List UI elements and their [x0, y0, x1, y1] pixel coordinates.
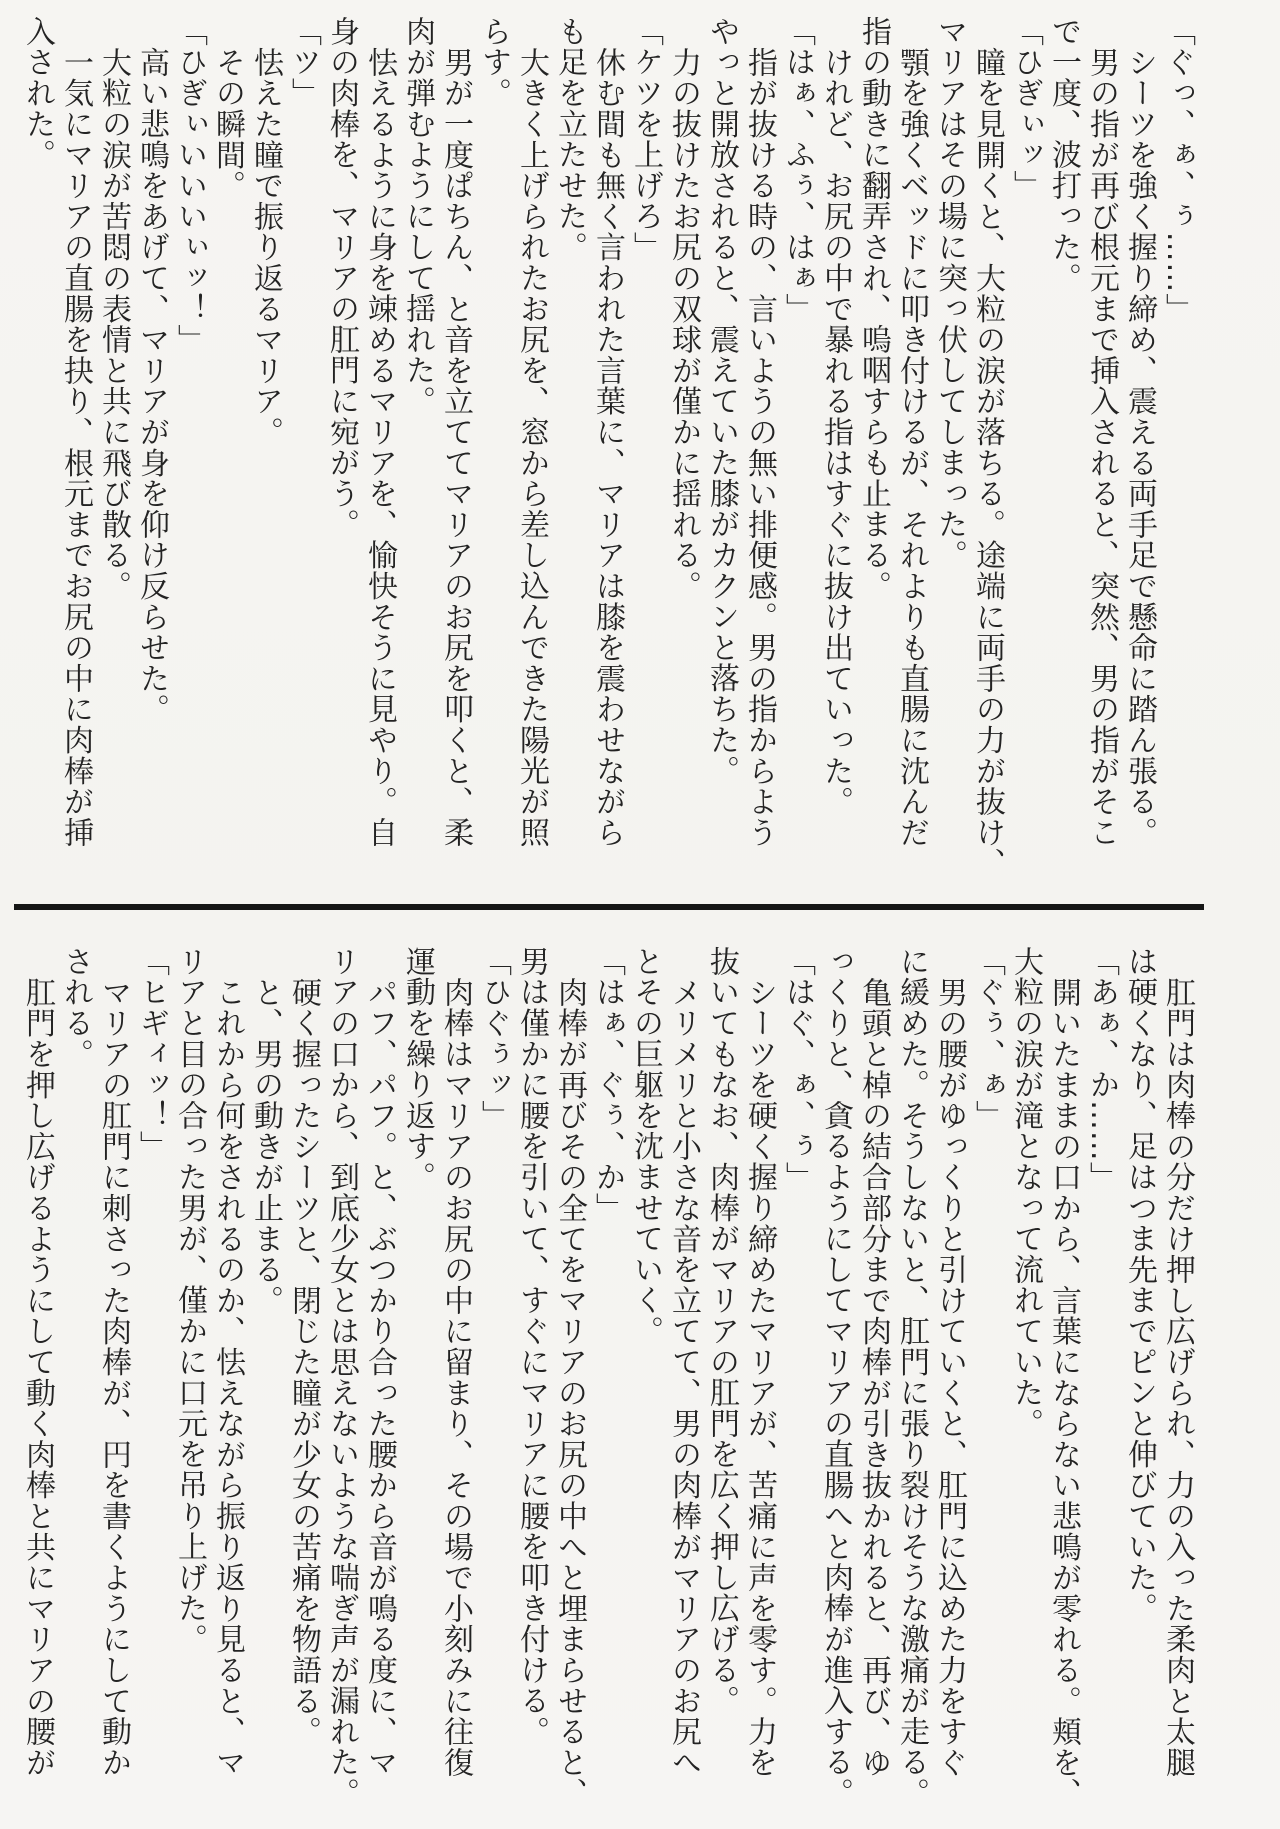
text-column: 大きく上げられたお尻を、窓から差し込んできた陽光が照 [514, 47, 549, 848]
text-column: パフ、パフ。と、ぶつかり合った腰から音が鳴る度に、マ [362, 977, 397, 1778]
text-column: やっと開放されると、震えていた膝がカクンと落ちた。 [704, 16, 739, 786]
text-column: 運動を繰り返す。 [400, 946, 435, 1193]
text-column: 「ツ」 [286, 16, 321, 109]
text-column: リアの口から、到底少女とは思えないような喘ぎ声が漏れた。 [324, 946, 359, 1809]
text-column: 指が抜ける時の、言いようの無い排便感。男の指からよう [742, 47, 777, 848]
text-column: 「ヒギィッ！」 [134, 946, 169, 1162]
text-column: で一度、波打った。 [1046, 16, 1081, 294]
text-column: 開いたままの口から、言葉にならない悲鳴が零れる。頬を、 [1046, 977, 1081, 1809]
text-column: 肉が弾むようにして揺れた。 [400, 16, 435, 417]
text-column: 「ぐっ、ぁ、ぅ……」 [1160, 16, 1195, 324]
text-column: される。 [58, 946, 93, 1070]
bottom-text-block [18, 946, 1196, 1829]
text-column: 「はぐ、ぁ、ぅ」 [780, 946, 815, 1193]
text-column: 大粒の涙が滝となって流れていた。 [1008, 946, 1043, 1439]
text-column: その瞬間。 [210, 47, 245, 201]
section-divider [14, 904, 1204, 910]
text-column: 「ひぎぃッ」 [1008, 16, 1043, 201]
text-column: に緩めた。そうしないと、肛門に張り裂けそうな激痛が走る。 [894, 946, 929, 1809]
text-column: リアと目の合った男が、僅かに口元を吊り上げた。 [172, 946, 207, 1655]
text-column: っくりと、貪るようにしてマリアの直腸へと肉棒が進入する。 [818, 946, 853, 1809]
text-column: 入された。 [20, 16, 55, 170]
text-column: 一気にマリアの直腸を抉り、根元までお尻の中に肉棒が挿 [58, 47, 93, 848]
text-column: 「はぁ、ふぅ、はぁ」 [780, 16, 815, 324]
text-column: 「あぁ、か……」 [1084, 946, 1119, 1193]
text-column: けれど、お尻の中で暴れる指はすぐに抜け出ていった。 [818, 47, 853, 817]
text-column: 「はぁ、ぐぅ、か」 [590, 946, 625, 1224]
text-column: 肛門を押し広げるようにして動く肉棒と共にマリアの腰が [20, 977, 55, 1778]
text-column: 怯えるように身を竦めるマリアを、愉快そうに見やり。自 [362, 47, 397, 848]
text-column: 男の腰がゆっくりと引けていくと、肛門に込めた力をすぐ [932, 977, 967, 1778]
top-text-block [18, 16, 1196, 878]
text-column: マリアはその場に突っ伏してしまった。 [932, 16, 967, 571]
text-column: 「ひぐぅッ」 [476, 946, 511, 1131]
text-column: 瞳を見開くと、大粒の涙が落ちる。途端に両手の力が抜け、 [970, 47, 1005, 879]
text-column: 顎を強くベッドに叩き付けるが、それよりも直腸に沈んだ [894, 47, 929, 848]
text-column: 抜いてもなお、肉棒がマリアの肛門を広く押し広げる。 [704, 946, 739, 1716]
text-column: 肛門は肉棒の分だけ押し広げられ、力の入った柔肉と太腿 [1160, 977, 1195, 1778]
text-column: 肉棒はマリアのお尻の中に留まり、その場で小刻みに往復 [438, 977, 473, 1778]
text-column: メリメリと小さな音を立てて、男の肉棒がマリアのお尻へ [666, 977, 701, 1778]
text-column: 肉棒が再びその全てをマリアのお尻の中へと埋まらせると、 [552, 977, 587, 1809]
text-column: 硬く握ったシーツと、閉じた瞳が少女の苦痛を物語る。 [286, 977, 321, 1747]
text-column: らす。 [476, 16, 511, 109]
text-column: これから何をされるのか、怯えながら振り返り見ると、マ [210, 977, 245, 1778]
text-column: 男の指が再び根元まで挿入されると、突然、男の指がそこ [1084, 47, 1119, 848]
text-column: 高い悲鳴をあげて、マリアが身を仰け反らせた。 [134, 47, 169, 725]
text-column: も足を立たせた。 [552, 16, 587, 263]
text-column: 大粒の涙が苦悶の表情と共に飛び散る。 [96, 47, 131, 602]
text-column: と、男の動きが止まる。 [248, 977, 283, 1316]
text-column: 「ケツを上げろ」 [628, 16, 663, 263]
text-column: は硬くなり、足はつま先までピンと伸びていた。 [1122, 946, 1157, 1624]
text-column: とその巨躯を沈ませていく。 [628, 946, 663, 1347]
text-column: シーツを硬く握り締めたマリアが、苦痛に声を零す。力を [742, 977, 777, 1778]
text-column: 男は僅かに腰を引いて、すぐにマリアに腰を叩き付ける。 [514, 946, 549, 1747]
text-column: 身の肉棒を、マリアの肛門に宛がう。 [324, 16, 359, 540]
text-column: マリアの肛門に刺さった肉棒が、円を書くようにして動か [96, 977, 131, 1778]
text-column: 力の抜けたお尻の双球が僅かに揺れる。 [666, 47, 701, 602]
text-column: 「ひぎぃいいいぃッ！」 [172, 16, 207, 355]
text-column: 休む間も無く言われた言葉に、マリアは膝を震わせながら [590, 47, 625, 848]
text-column: 怯えた瞳で振り返るマリア。 [248, 47, 283, 448]
text-column: 男が一度ぱちん、と音を立ててマリアのお尻を叩くと、柔 [438, 47, 473, 848]
text-column: シーツを強く握り締め、震える両手足で懸命に踏ん張る。 [1122, 47, 1157, 848]
text-column: 亀頭と棹の結合部分まで肉棒が引き抜かれると、再び、ゆ [856, 977, 891, 1778]
text-column: 指の動きに翻弄され、嗚咽すらも止まる。 [856, 16, 891, 602]
text-column: 「ぐぅ、ぁ」 [970, 946, 1005, 1131]
